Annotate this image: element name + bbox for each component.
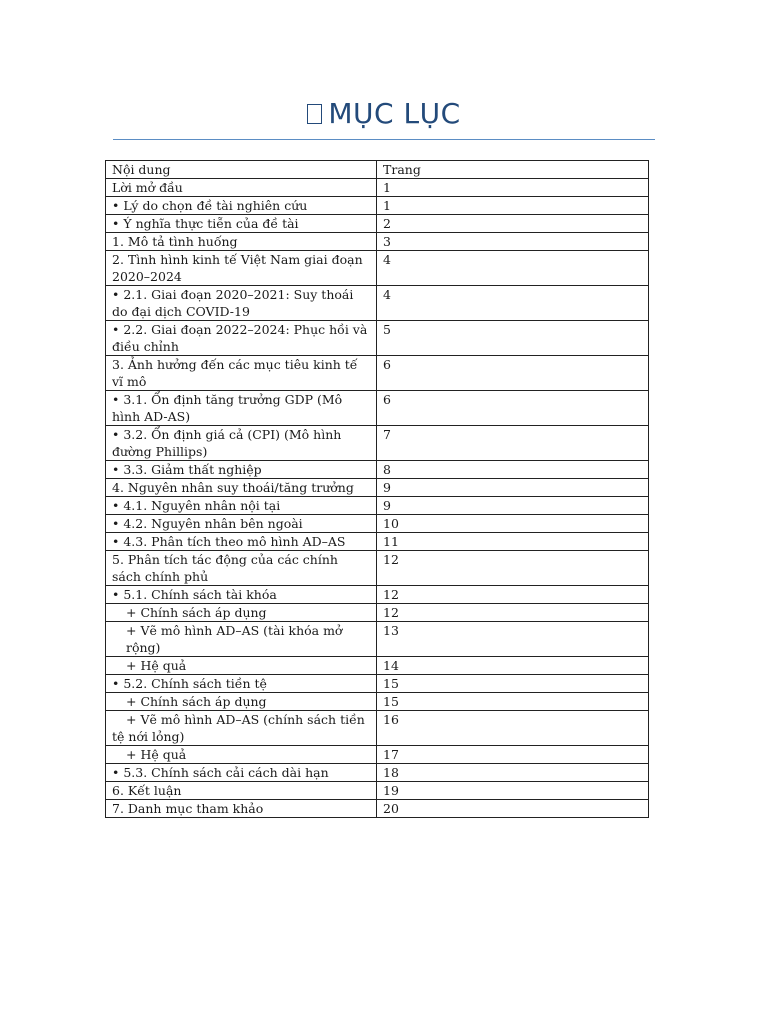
toc-entry-label: 6. Kết luận	[106, 782, 377, 800]
toc-entry-label: + Vẽ mô hình AD–AS (chính sách tiền tệ nới lỏng)	[106, 711, 377, 746]
table-row	[106, 711, 649, 746]
toc-entry-label: • Ý nghĩa thực tiễn của đề tài	[106, 215, 377, 233]
toc-entry-label: 7. Danh mục tham khảo	[106, 800, 377, 818]
toc-entry-label: 1. Mô tả tình huống	[106, 233, 377, 251]
toc-entry-label: • 5.1. Chính sách tài khóa	[106, 586, 377, 604]
toc-entry-page: 19	[377, 782, 649, 800]
page-title-text: MỤC LỤC	[328, 97, 461, 130]
toc-entry-page: 17	[377, 746, 649, 764]
toc-entry-label: • Lý do chọn đề tài nghiên cứu	[106, 197, 377, 215]
toc-entry-page: 10	[377, 515, 649, 533]
toc-entry-page: 1	[377, 179, 649, 197]
toc-entry-label: • 3.2. Ổn định giá cả (CPI) (Mô hình đường Phillips)	[106, 426, 377, 461]
table-row	[106, 533, 649, 551]
toc-entry-page: 4	[377, 251, 649, 286]
table-row	[106, 426, 649, 461]
toc-entry-page: 11	[377, 533, 649, 551]
toc-entry-label: • 2.2. Giai đoạn 2022–2024: Phục hồi và điều chỉnh	[106, 321, 377, 356]
toc-entry-label: + Hệ quả	[106, 657, 377, 675]
toc-entry-page: 3	[377, 233, 649, 251]
toc-entry-label: Lời mở đầu	[106, 179, 377, 197]
toc-entry-page: 1	[377, 197, 649, 215]
table-row	[106, 321, 649, 356]
toc-entry-page: 14	[377, 657, 649, 675]
toc-entry-page: 5	[377, 321, 649, 356]
title-block	[113, 92, 655, 136]
toc-body	[106, 161, 649, 818]
table-row	[106, 693, 649, 711]
table-row	[106, 622, 649, 657]
table-row	[106, 356, 649, 391]
table-row	[106, 675, 649, 693]
toc-entry-label: 4. Nguyên nhân suy thoái/tăng trưởng	[106, 479, 377, 497]
toc-entry-label: • 5.2. Chính sách tiền tệ	[106, 675, 377, 693]
toc-entry-label: + Vẽ mô hình AD–AS (tài khóa mở rộng)	[106, 622, 377, 657]
table-row	[106, 215, 649, 233]
toc-entry-page: 16	[377, 711, 649, 746]
table-row	[106, 657, 649, 675]
table-row	[106, 391, 649, 426]
toc-entry-page: 6	[377, 356, 649, 391]
toc-entry-label: • 4.3. Phân tích theo mô hình AD–AS	[106, 533, 377, 551]
page-title	[113, 92, 655, 136]
column-header-content: Nội dung	[106, 161, 377, 179]
toc-entry-label: 5. Phân tích tác động của các chính sách chính phủ	[106, 551, 377, 586]
toc-entry-page: 15	[377, 693, 649, 711]
toc-entry-page: 9	[377, 497, 649, 515]
table-row	[106, 179, 649, 197]
toc-entry-page: 18	[377, 764, 649, 782]
table-row	[106, 233, 649, 251]
table-row	[106, 551, 649, 586]
toc-entry-label: • 3.3. Giảm thất nghiệp	[106, 461, 377, 479]
toc-entry-label: 2. Tình hình kinh tế Việt Nam giai đoạn 2020–2024	[106, 251, 377, 286]
table-row	[106, 286, 649, 321]
toc-entry-page: 12	[377, 551, 649, 586]
toc-entry-page: 8	[377, 461, 649, 479]
table-row	[106, 800, 649, 818]
table-row	[106, 461, 649, 479]
table-row	[106, 197, 649, 215]
toc-entry-page: 20	[377, 800, 649, 818]
table-row	[106, 251, 649, 286]
table-row	[106, 746, 649, 764]
table-row	[106, 586, 649, 604]
toc-entry-page: 6	[377, 391, 649, 426]
table-of-contents	[105, 160, 649, 818]
toc-entry-label: + Chính sách áp dụng	[106, 604, 377, 622]
table-row	[106, 497, 649, 515]
toc-entry-page: 15	[377, 675, 649, 693]
toc-entry-label: • 4.1. Nguyên nhân nội tại	[106, 497, 377, 515]
toc-entry-label: • 3.1. Ổn định tăng trưởng GDP (Mô hình AD-AS)	[106, 391, 377, 426]
document-icon	[307, 104, 322, 124]
toc-entry-page: 7	[377, 426, 649, 461]
table-header-row	[106, 161, 649, 179]
toc-entry-page: 12	[377, 586, 649, 604]
table-row	[106, 515, 649, 533]
toc-entry-page: 9	[377, 479, 649, 497]
toc-entry-label: 3. Ảnh hưởng đến các mục tiêu kinh tế vĩ mô	[106, 356, 377, 391]
toc-entry-label: • 4.2. Nguyên nhân bên ngoài	[106, 515, 377, 533]
table-row	[106, 479, 649, 497]
toc-entry-label: • 5.3. Chính sách cải cách dài hạn	[106, 764, 377, 782]
toc-entry-page: 13	[377, 622, 649, 657]
column-header-page: Trang	[377, 161, 649, 179]
toc-entry-label: + Hệ quả	[106, 746, 377, 764]
toc-entry-label: + Chính sách áp dụng	[106, 693, 377, 711]
toc-entry-page: 2	[377, 215, 649, 233]
toc-entry-page: 4	[377, 286, 649, 321]
table-row	[106, 764, 649, 782]
table-row	[106, 782, 649, 800]
toc-entry-page: 12	[377, 604, 649, 622]
title-divider	[113, 139, 655, 140]
toc-entry-label: • 2.1. Giai đoạn 2020–2021: Suy thoái do đại dịch COVID-19	[106, 286, 377, 321]
table-row	[106, 604, 649, 622]
